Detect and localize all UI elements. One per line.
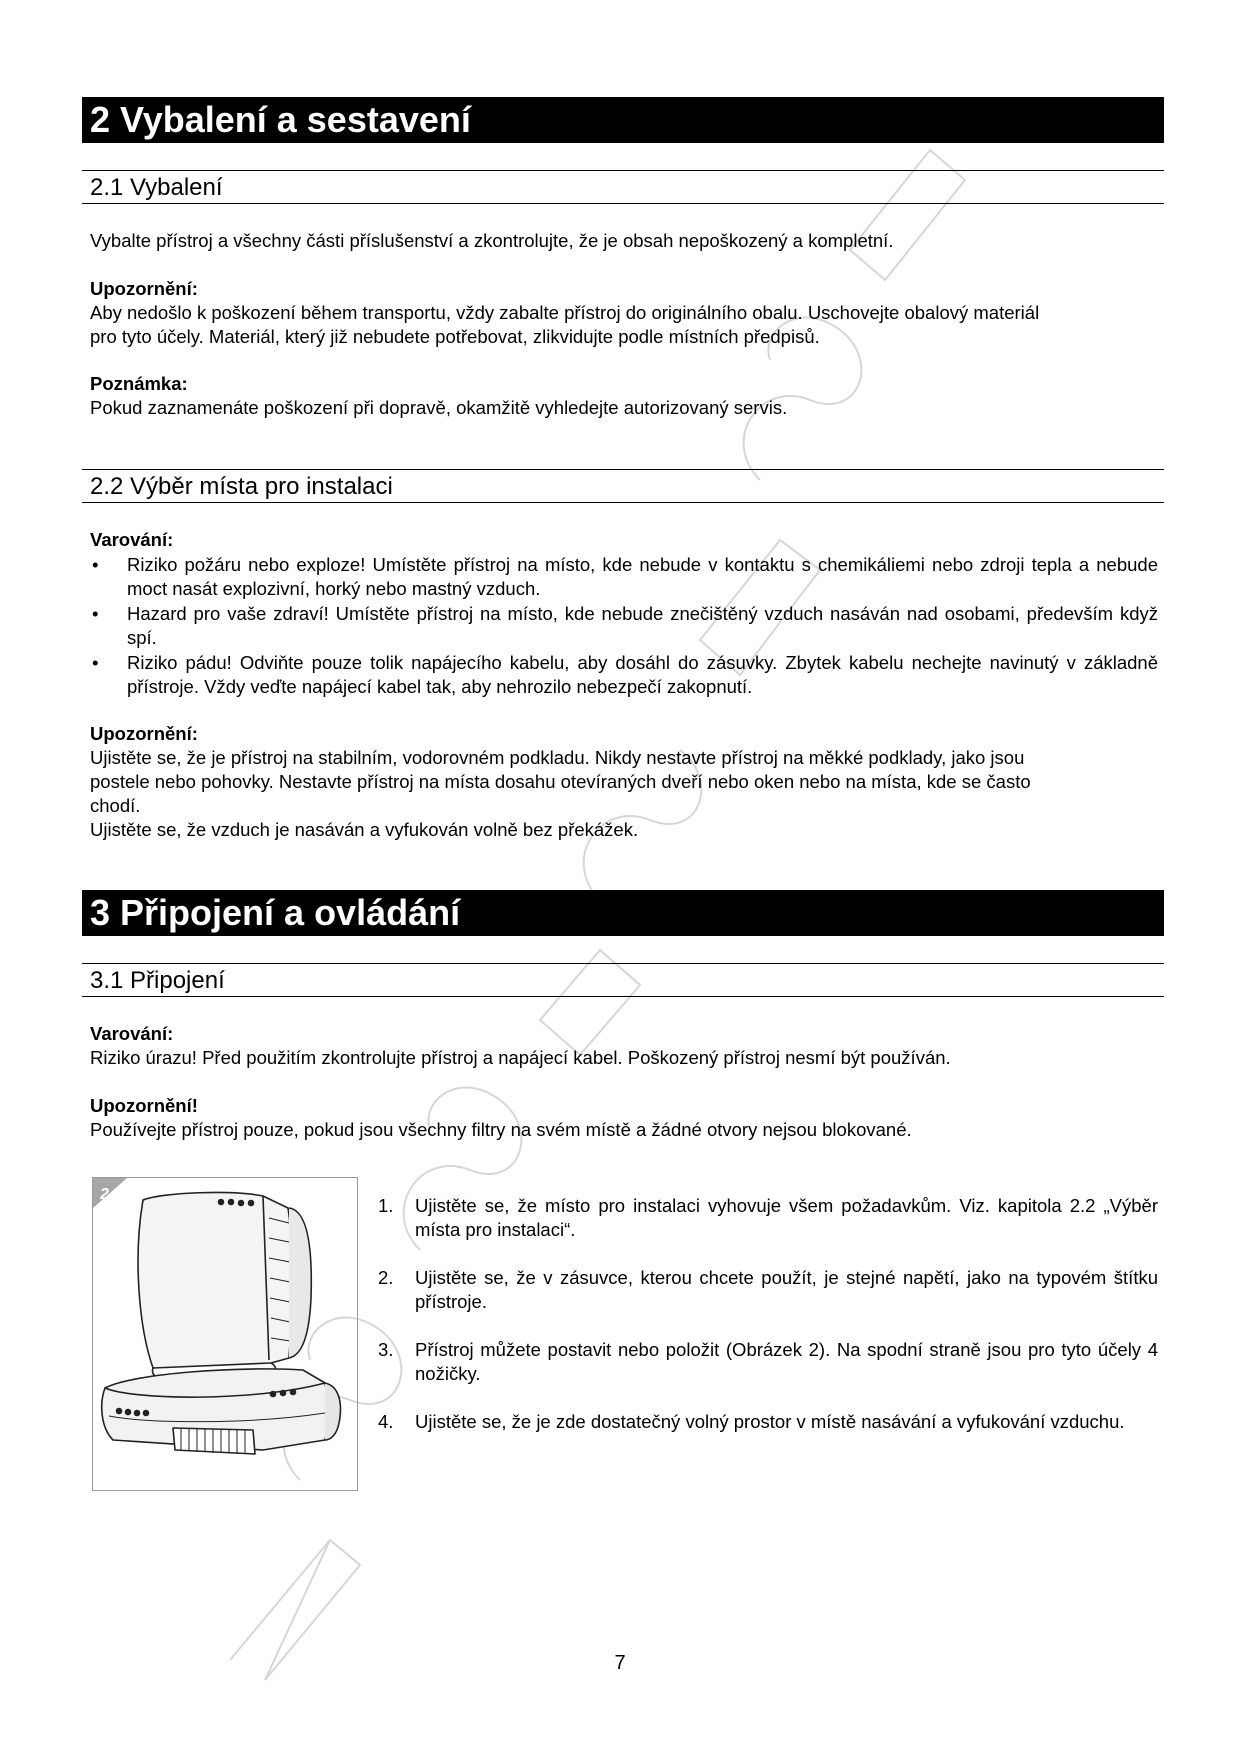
warning-label: Varování: (90, 1023, 174, 1044)
step-text: Přístroj můžete postavit nebo položit (Obrázek 2). Na spodní straně jsou pro tyto účely 4 nožičky. (415, 1339, 1158, 1384)
notice-label: Upozornění! (90, 1095, 198, 1116)
step-number: 3. (378, 1339, 394, 1360)
step-number: 2. (378, 1267, 394, 1288)
notice-text-line: Ujistěte se, že vzduch je nasáván a vyfukován volně bez překážek. (90, 819, 639, 840)
air-purifier-illustration (93, 1178, 357, 1490)
note-text: Pokud zaznamenáte poškození při dopravě, okamžitě vyhledejte autorizovaný servis. (90, 397, 788, 418)
figure-number-corner (93, 1178, 127, 1208)
bullet-item: Riziko požáru nebo exploze! Umístěte přístroj na místo, kde nebude v kontaktu s chemikáliemi nebo zdroji tepla a nebude moct nasát explozivní, horký nebo mastný vzduch. (127, 554, 1158, 599)
notice-text-line: postele nebo pohovky. Nestavte přístroj na místa dosahu otevíraných dveří nebo oken nebo na místa, kde se často (90, 771, 1031, 792)
bullet-marker: • (92, 652, 99, 673)
step-number: 4. (378, 1411, 394, 1432)
page-number: 7 (614, 1652, 626, 1674)
section-3-heading: 3 Připojení a ovládání (82, 890, 1164, 936)
section-2-heading: 2 Vybalení a sestavení (82, 97, 1164, 143)
bullet-marker: • (92, 554, 99, 575)
figure-2-air-purifier (92, 1177, 358, 1491)
step-number: 1. (378, 1195, 394, 1216)
step-text: Ujistěte se, že místo pro instalaci vyhovuje všem požadavkům. Viz. kapitola 2.2 „Výběr místa pro instalaci“. (415, 1195, 1158, 1240)
unpacking-intro: Vybalte přístroj a všechny části příslušenství a zkontrolujte, že je obsah nepoškozený a kompletní. (90, 230, 894, 251)
note-label: Poznámka: (90, 373, 188, 394)
warning-text: Riziko úrazu! Před použitím zkontrolujte přístroj a napájecí kabel. Poškozený přístroj nesmí být používán. (90, 1047, 951, 1068)
notice-label: Upozornění: (90, 723, 198, 744)
bullet-item: Hazard pro vaše zdraví! Umístěte přístroj na místo, kde nebude znečištěný vzduch nasáván nad osobami, především když spí. (127, 603, 1158, 648)
notice-text-line: pro tyto účely. Materiál, který již nebudete potřebovat, zlikvidujte podle místních předpisů. (90, 326, 820, 347)
bullet-marker: • (92, 603, 99, 624)
notice-text: Používejte přístroj pouze, pokud jsou všechny filtry na svém místě a žádné otvory nejsou blokované. (90, 1119, 912, 1140)
notice-label: Upozornění: (90, 278, 198, 299)
subsection-3-1-heading: 3.1 Připojení (82, 963, 1164, 997)
notice-text-line: Ujistěte se, že je přístroj na stabilním, vodorovném podkladu. Nikdy nestavte přístroj na měkké podklady, jako jsou (90, 747, 1025, 768)
subsection-2-2-heading: 2.2 Výběr místa pro instalaci (82, 469, 1164, 503)
warning-label: Varování: (90, 529, 174, 550)
figure-number: 2 (100, 1186, 109, 1203)
subsection-2-1-heading: 2.1 Vybalení (82, 170, 1164, 204)
bullet-item: Riziko pádu! Odviňte pouze tolik napájecího kabelu, aby dosáhl do zásuvky. Zbytek kabelu nechejte navinutý v základně přístroje. Vždy veďte napájecí kabel tak, aby nehrozilo nebezpečí zakopnutí. (127, 652, 1158, 697)
notice-text-line: chodí. (90, 795, 141, 816)
step-text: Ujistěte se, že v zásuvce, kterou chcete použít, je stejné napětí, jako na typovém štítku přístroje. (415, 1267, 1158, 1312)
notice-text-line: Aby nedošlo k poškození během transportu, vždy zabalte přístroj do originálního obalu. Uschovejte obalový materiál (90, 302, 1040, 323)
step-text: Ujistěte se, že je zde dostatečný volný prostor v místě nasávání a vyfukování vzduchu. (415, 1411, 1125, 1432)
